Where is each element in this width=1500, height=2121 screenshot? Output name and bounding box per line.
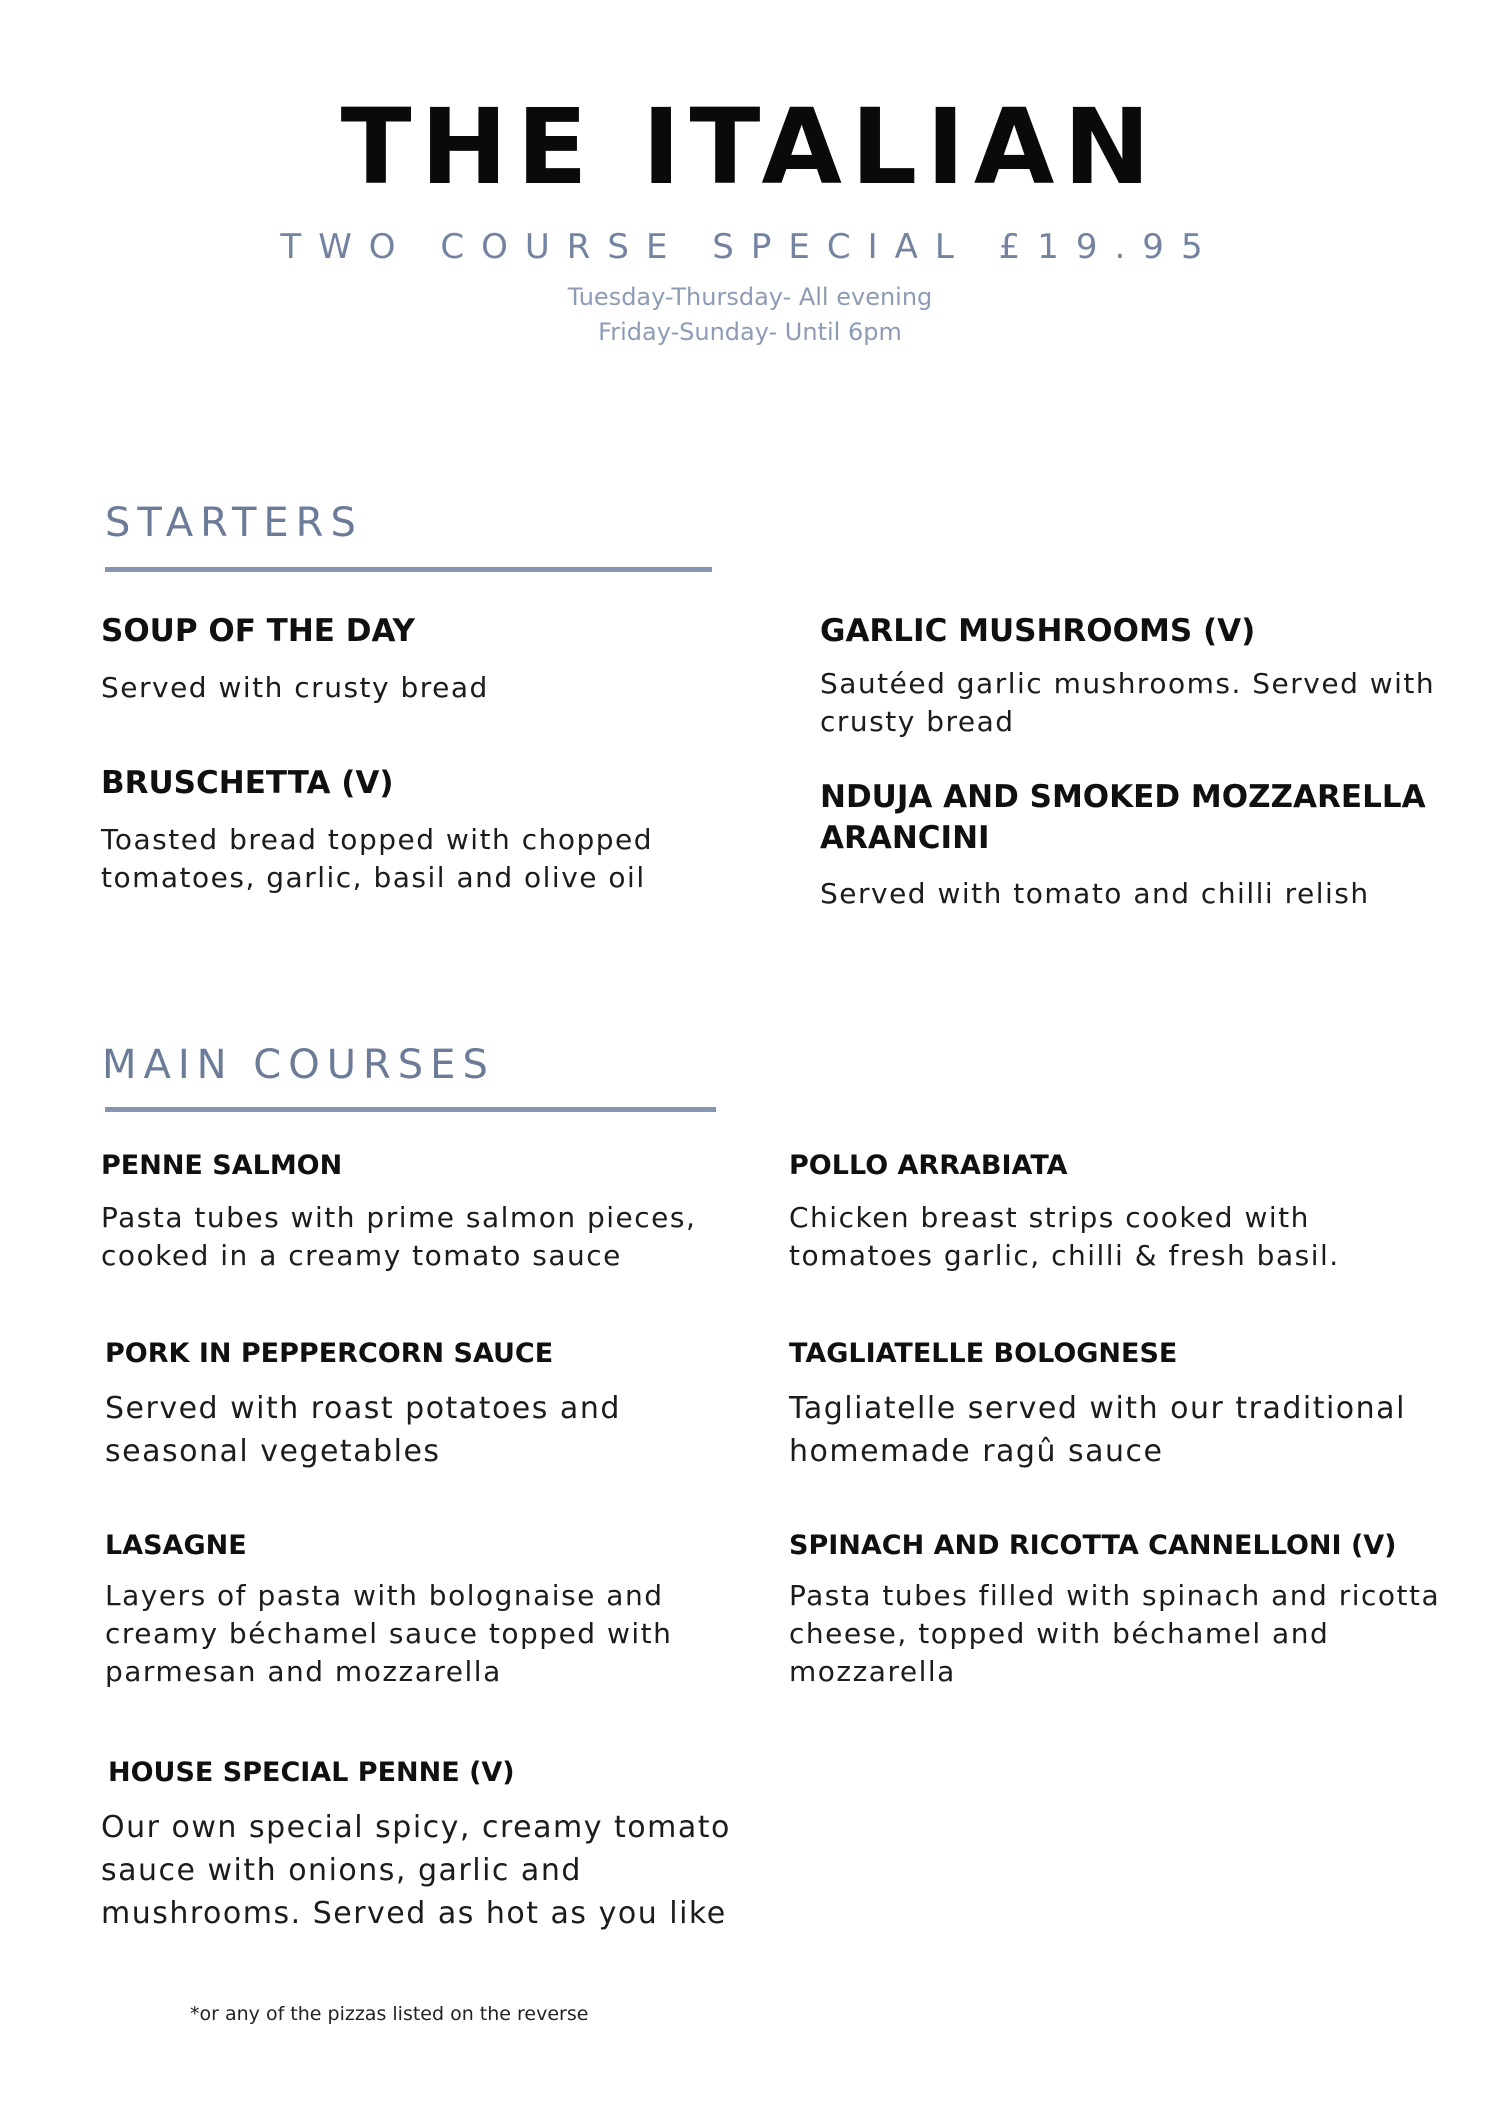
item-name: TAGLIATELLE BOLOGNESE bbox=[789, 1338, 1178, 1369]
menu-item-lasagne bbox=[105, 1528, 745, 1691]
starters-divider bbox=[105, 567, 712, 572]
mains-divider bbox=[105, 1107, 716, 1112]
item-name: BRUSCHETTA (V) bbox=[101, 765, 394, 801]
item-description: Pasta tubes with prime salmon pieces, cooked in a creamy tomato sauce bbox=[101, 1201, 697, 1273]
item-name: PENNE SALMON bbox=[101, 1150, 343, 1181]
hours-weekday: Tuesday-Thursday- All evening bbox=[567, 283, 933, 311]
item-description: Served with roast potatoes and seasonal vegetables bbox=[105, 1391, 621, 1470]
menu-item-pollo-arrabiata bbox=[789, 1148, 1449, 1275]
footnote: *or any of the pizzas listed on the reverse bbox=[190, 2003, 589, 2025]
item-name: PORK IN PEPPERCORN SAUCE bbox=[105, 1338, 554, 1369]
item-description: Toasted bread topped with chopped tomatoes, garlic, basil and olive oil bbox=[101, 823, 654, 895]
menu-item-arancini bbox=[820, 777, 1480, 913]
menu-item-bruschetta bbox=[101, 763, 741, 897]
mains-heading: MAIN COURSES bbox=[102, 1042, 495, 1088]
item-description: Pasta tubes filled with spinach and ricotta cheese, topped with béchamel and mozzarella bbox=[789, 1579, 1441, 1689]
item-description: Chicken breast strips cooked with tomatoes garlic, chilli & fresh basil. bbox=[789, 1201, 1340, 1273]
item-description: Our own special spicy, creamy tomato sauce with onions, garlic and mushrooms. Served as hot as you like bbox=[101, 1810, 731, 1932]
item-description: Tagliatelle served with our traditional homemade ragû sauce bbox=[789, 1391, 1406, 1470]
hours-weekend: Friday-Sunday- Until 6pm bbox=[598, 318, 902, 346]
starters-heading: STARTERS bbox=[105, 500, 363, 546]
menu-item-cannelloni bbox=[789, 1528, 1469, 1691]
item-name: NDUJA AND SMOKED MOZZARELLA ARANCINI bbox=[820, 779, 1426, 856]
menu-item-soup bbox=[101, 611, 741, 707]
item-description: Sautéed garlic mushrooms. Served with crusty bread bbox=[820, 667, 1436, 739]
item-description: Served with tomato and chilli relish bbox=[820, 877, 1370, 910]
item-name: SPINACH AND RICOTTA CANNELLONI (V) bbox=[789, 1530, 1397, 1561]
menu-title: THE ITALIAN bbox=[340, 86, 1160, 208]
menu-item-house-special-penne bbox=[101, 1755, 761, 1935]
item-name: GARLIC MUSHROOMS (V) bbox=[820, 613, 1256, 649]
item-name: POLLO ARRABIATA bbox=[789, 1150, 1068, 1181]
menu-subtitle: TWO COURSE SPECIAL £19.95 bbox=[280, 227, 1220, 267]
item-name: SOUP OF THE DAY bbox=[101, 613, 415, 649]
menu-item-pork-peppercorn bbox=[105, 1336, 745, 1473]
menu-item-tagliatelle bbox=[789, 1336, 1449, 1473]
item-description: Served with crusty bread bbox=[101, 671, 489, 705]
item-name: LASAGNE bbox=[105, 1530, 247, 1561]
menu-item-penne-salmon bbox=[101, 1148, 741, 1275]
item-name: HOUSE SPECIAL PENNE (V) bbox=[108, 1757, 515, 1788]
item-description: Layers of pasta with bolognaise and creamy béchamel sauce topped with parmesan and mozzarella bbox=[105, 1579, 673, 1689]
menu-item-garlic-mushrooms bbox=[820, 611, 1460, 741]
